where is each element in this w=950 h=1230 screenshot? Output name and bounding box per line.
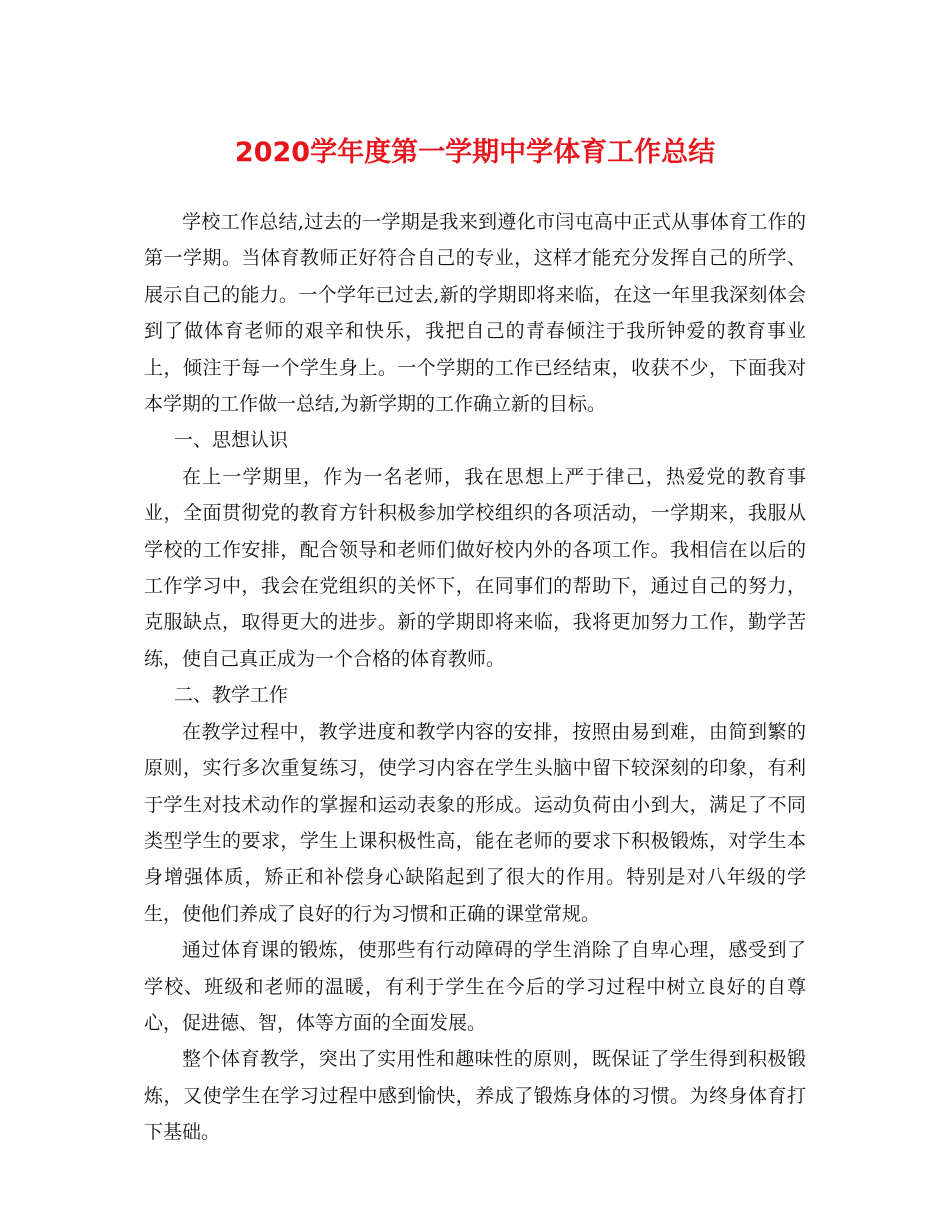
document-title: 2020学年度第一学期中学体育工作总结: [234, 137, 716, 168]
document-body: [144, 204, 806, 1151]
section-heading-teaching: 二、教学工作: [174, 684, 289, 707]
section-heading-thought: 一、思想认识: [174, 429, 289, 452]
paragraph-intro: 学校工作总结,过去的一学期是我来到遵化市闫屯高中正式从事体育工作的第一学期。当体育教师正好符合自己的专业，这样才能充分发挥自己的所学、展示自己的能力。一个学年已过去,新的学期即将来临，在这一年里我深刻体会到了做体育老师的艰辛和快乐，我把自己的青春倾注于我所钟爱的教育事业上，倾注于每一个学生身上。一个学期的工作已经结束，收获不少，下面我对本学期的工作做一总结,为新学期的工作确立新的目标。: [144, 211, 806, 416]
paragraph-teaching-process: 在教学过程中，教学进度和教学内容的安排，按照由易到难，由简到繁的原则，实行多次重复练习，使学习内容在学生头脑中留下较深刻的印象，有利于学生对技术动作的掌握和运动表象的形成。运动负荷由小到大，满足了不同类型学生的要求，学生上课积极性高，能在老师的要求下积极锻炼，对学生本身增强体质，矫正和补偿身心缺陷起到了很大的作用。特别是对八年级的学生，使他们养成了良好的行为习惯和正确的课堂常规。: [144, 720, 806, 925]
paragraph-teaching-overall: 整个体育教学，突出了实用性和趣味性的原则，既保证了学生得到积极锻炼，又使学生在学习过程中感到愉快，养成了锻炼身体的习惯。为终身体育打下基础。: [144, 1048, 806, 1144]
paragraph-thought: 在上一学期里，作为一名老师，我在思想上严于律己，热爱党的教育事业，全面贯彻党的教育方针积极参加学校组织的各项活动，一学期来，我服从学校的工作安排，配合领导和老师们做好校内外的各项工作。我相信在以后的工作学习中，我会在党组织的关怀下，在同事们的帮助下，通过自己的努力，克服缺点，取得更大的进步。新的学期即将来临，我将更加努力工作，勤学苦练，使自己真正成为一个合格的体育教师。: [144, 465, 806, 670]
paragraph-teaching-exercise: 通过体育课的锻炼，使那些有行动障碍的学生消除了自卑心理，感受到了学校、班级和老师的温暖，有利于学生在今后的学习过程中树立良好的自尊心，促进德、智，体等方面的全面发展。: [144, 939, 806, 1034]
